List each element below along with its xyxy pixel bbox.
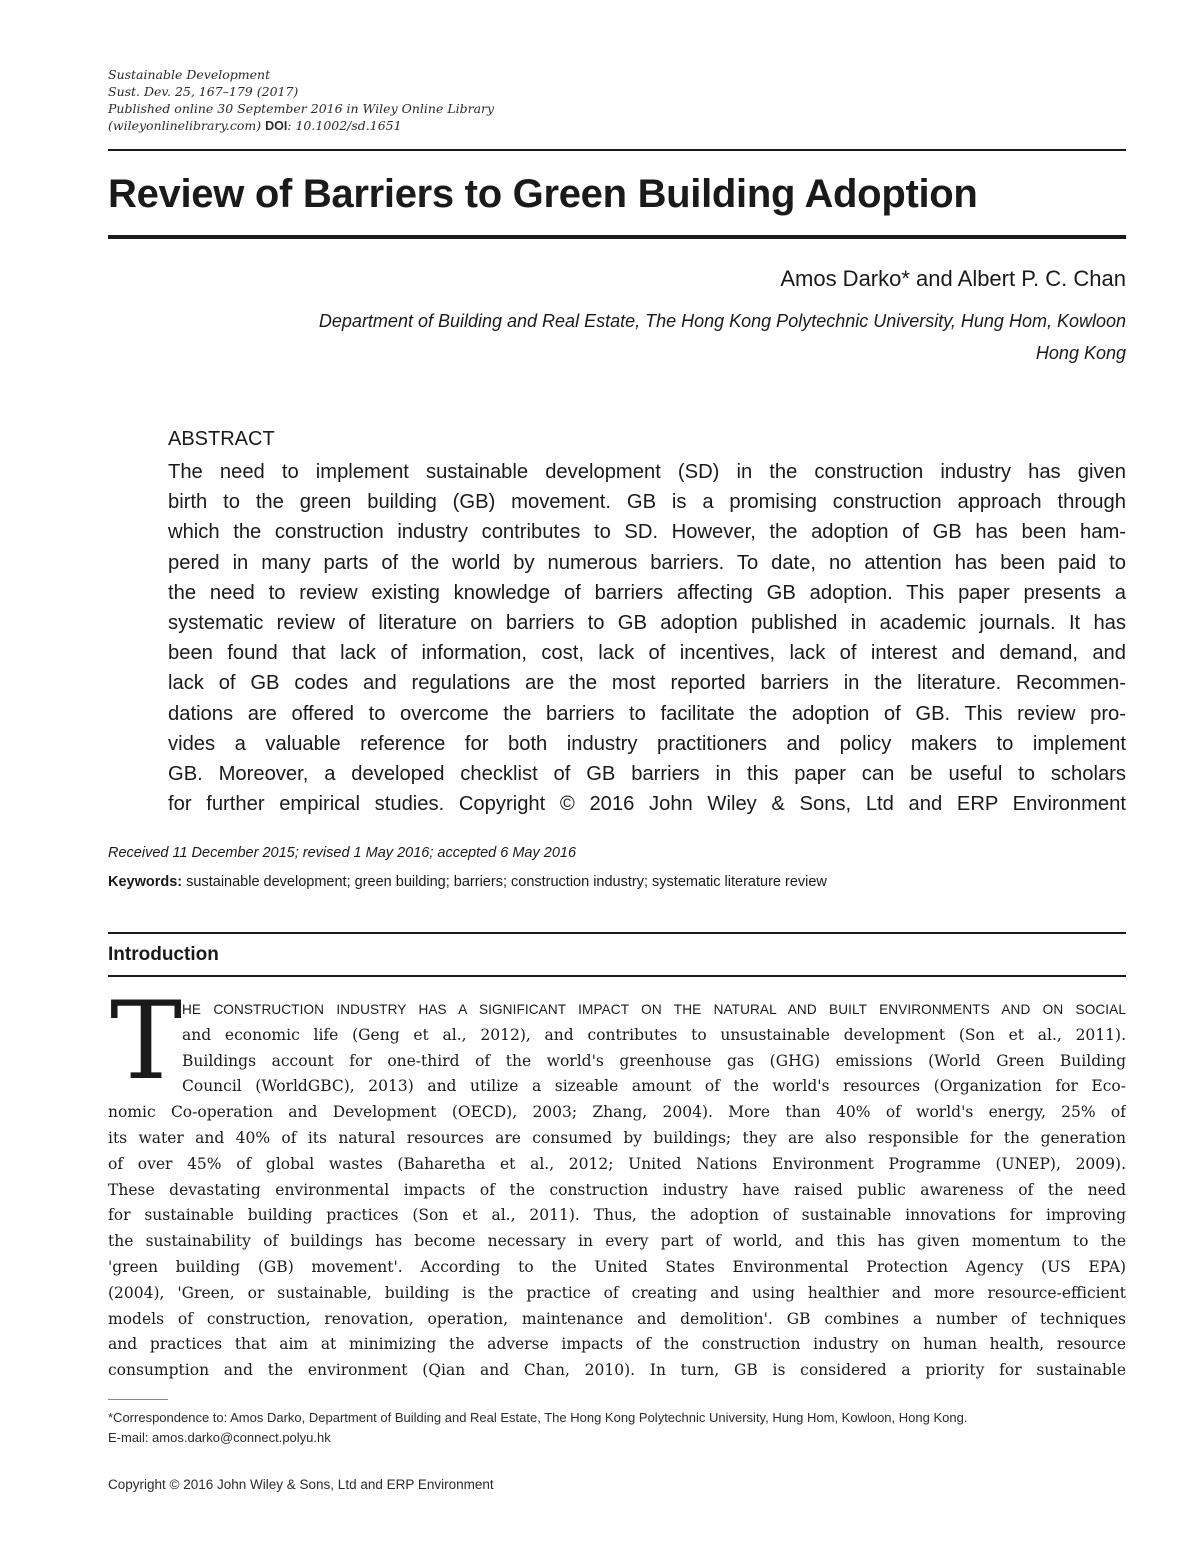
abstract-line: the need to review existing knowledge of barriers affecting GB adoption. This paper presents a — [168, 581, 1126, 604]
abstract-line: been found that lack of information, cost, lack of incentives, lack of interest and demand, and — [168, 642, 1126, 665]
footnote-rule — [108, 1399, 168, 1400]
copyright-footer: Copyright © 2016 John Wiley & Sons, Ltd and ERP Environment — [108, 1477, 494, 1492]
abstract-line: systematic review of literature on barriers to GB adoption published in academic journals. It has — [168, 611, 1126, 634]
intro-line: and practices that aim at minimizing the adverse impacts of the construction industry on human health, resource — [108, 1335, 1126, 1354]
intro-line: of over 45% of global wastes (Baharetha et al., 2012; United Nations Environment Programme (UNEP), 2009). — [108, 1154, 1126, 1173]
intro-line: These devastating environmental impacts of the construction industry have raised public awareness of the need — [108, 1180, 1126, 1199]
keywords-label: Keywords: — [108, 874, 183, 890]
intro-line: Council (WorldGBC), 2013) and utilize a sizeable amount of the world's resources (Organization for Eco- — [182, 1077, 1126, 1096]
journal-name: Sustainable Development — [108, 67, 271, 82]
intro-line: and economic life (Geng et al., 2012), and contributes to unsustainable development (Son et al., 2011). — [182, 1025, 1126, 1044]
abstract-line: dations are offered to overcome the barriers to facilitate the adoption of GB. This review pro- — [168, 702, 1126, 725]
journal-citation: Sust. Dev. 25, 167–179 (2017) — [108, 84, 299, 99]
affiliation-line-2: Hong Kong — [1035, 343, 1126, 363]
intro-line: (2004), 'Green, or sustainable, building is the practice of creating and using healthier and more resource-efficient — [108, 1283, 1126, 1302]
abstract-line: for further empirical studies. Copyright © 2016 John Wiley & Sons, Ltd and ERP Environment — [168, 793, 1126, 816]
authors: Amos Darko* and Albert P. C. Chan — [780, 266, 1126, 291]
keywords-text: sustainable development; green building; barriers; construction industry; systematic literature review — [182, 874, 827, 890]
abstract-heading: ABSTRACT — [168, 428, 275, 450]
doi-label: DOI — [265, 119, 288, 133]
intro-line: the sustainability of buildings has become necessary in every part of world, and this has given momentum to the — [108, 1232, 1126, 1251]
intro-line: for sustainable building practices (Son et al., 2011). Thus, the adoption of sustainable innovations for improving — [108, 1206, 1126, 1225]
paper-title: Review of Barriers to Green Building Adoption — [108, 172, 978, 216]
intro-line: consumption and the environment (Qian and Chan, 2010). In turn, GB is considered a priority for sustainable — [108, 1361, 1126, 1380]
site-text: (wileyonlinelibrary.com) — [108, 118, 266, 133]
publication-note: Published online 30 September 2016 in Wiley Online Library — [108, 101, 495, 116]
intro-line: 'green building (GB) movement'. According to the United States Environmental Protection Agency (US EPA) — [108, 1258, 1126, 1276]
intro-line: its water and 40% of its natural resources are consumed by buildings; they are also responsible for the generation — [108, 1129, 1126, 1147]
abstract-line: lack of GB codes and regulations are the most reported barriers in the literature. Recommen- — [168, 672, 1126, 695]
intro-line: HE CONSTRUCTION INDUSTRY HAS A SIGNIFICANT IMPACT ON THE NATURAL AND BUILT ENVIRONMENTS AND ON SOCIAL — [182, 1002, 1126, 1017]
footnote-line-1: *Correspondence to: Amos Darko, Department of Building and Real Estate, The Hong Kong Polytechnic University, Hung Hom, Kowloon, Hong Kong. — [108, 1410, 968, 1425]
abstract-line: GB. Moreover, a developed checklist of GB barriers in this paper can be useful to scholars — [168, 762, 1126, 785]
intro-line: Buildings account for one-third of the world's greenhouse gas (GHG) emissions (World Green Building — [182, 1051, 1126, 1070]
abstract-line: pered in many parts of the world by numerous barriers. To date, no attention has been paid to — [168, 551, 1126, 574]
introduction-heading: Introduction — [108, 944, 219, 965]
affiliation-line-1: Department of Building and Real Estate, The Hong Kong Polytechnic University, Hung Hom, Kowloon — [318, 311, 1126, 331]
footnote-email[interactable]: E-mail: amos.darko@connect.polyu.hk — [108, 1430, 331, 1445]
correspondence-footnote — [108, 1408, 967, 1448]
received-dates: Received 11 December 2015; revised 1 May 2016; accepted 6 May 2016 — [108, 845, 577, 861]
intro-line: nomic Co-operation and Development (OECD), 2003; Zhang, 2004). More than 40% of world's energy, 25% of — [108, 1103, 1126, 1122]
doi-link[interactable]: : 10.1002/sd.1651 — [287, 118, 402, 133]
intro-line: models of construction, renovation, operation, maintenance and demolition'. GB combines a number of techniques — [108, 1309, 1126, 1328]
drop-cap: T — [110, 979, 183, 1104]
abstract-line: which the construction industry contributes to SD. However, the adoption of GB has been ham- — [168, 521, 1126, 544]
abstract-line: vides a valuable reference for both industry practitioners and policy makers to implement — [168, 732, 1126, 755]
abstract-line: birth to the green building (GB) movement. GB is a promising construction approach through — [168, 491, 1126, 514]
abstract-line: The need to implement sustainable development (SD) in the construction industry has given — [168, 461, 1126, 483]
